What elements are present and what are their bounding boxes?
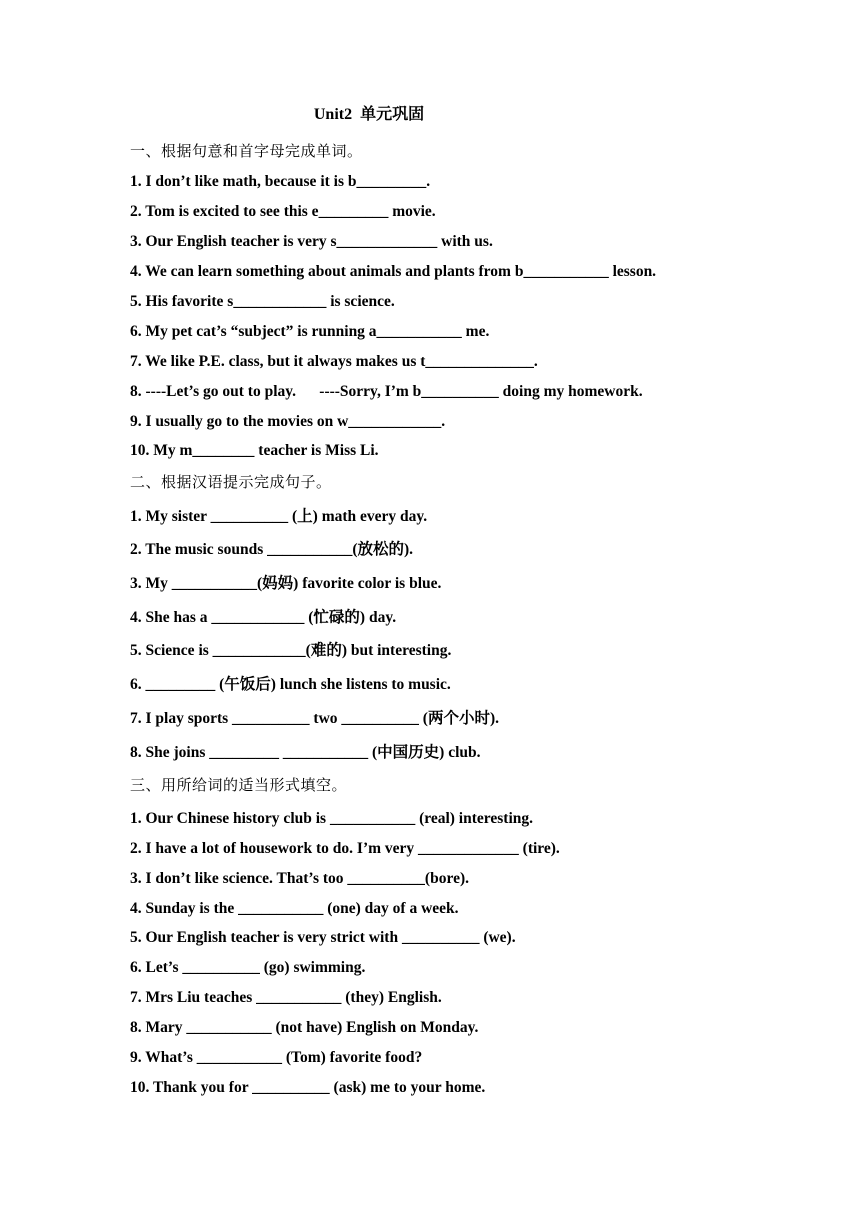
exercise-item: 4. She has a ____________ (忙碌的) day.	[130, 609, 397, 626]
exercise-item: 10. My m________ teacher is Miss Li.	[130, 442, 379, 459]
exercise-item: 9. What’s ___________ (Tom) favorite food?	[130, 1049, 423, 1066]
exercise-item: 5. His favorite s____________ is science.	[130, 293, 395, 310]
worksheet-title: Unit2 单元巩固	[313, 106, 425, 123]
exercise-item: 3. Our English teacher is very s_____________ with us.	[130, 233, 493, 250]
exercise-item: 4. We can learn something about animals and plants from b___________ lesson.	[130, 263, 657, 280]
exercise-item: 3. My ___________(妈妈) favorite color is blue.	[130, 575, 442, 592]
exercise-item: 5. Science is ____________(难的) but interesting.	[130, 642, 452, 659]
exercise-item: 7. I play sports __________ two __________ (两个小时).	[130, 710, 499, 727]
section-heading: 一、根据句意和首字母完成单词。	[130, 142, 363, 160]
exercise-item: 4. Sunday is the ___________ (one) day of a week.	[130, 900, 459, 917]
exercise-item: 7. Mrs Liu teaches ___________ (they) English.	[130, 989, 442, 1006]
exercise-item: 3. I don’t like science. That’s too __________(bore).	[130, 870, 469, 887]
exercise-item: 6. Let’s __________ (go) swimming.	[130, 959, 366, 976]
exercise-item: 5. Our English teacher is very strict with __________ (we).	[130, 929, 516, 946]
section-heading: 三、用所给词的适当形式填空。	[130, 776, 348, 794]
exercise-item: 2. The music sounds ___________(放松的).	[130, 541, 414, 558]
section-heading: 二、根据汉语提示完成句子。	[130, 473, 332, 491]
exercise-item: 6. My pet cat’s “subject” is running a___________ me.	[130, 323, 490, 340]
exercise-item: 2. Tom is excited to see this e_________ movie.	[130, 203, 436, 220]
exercise-item: 8. She joins _________ ___________ (中国历史) club.	[130, 744, 481, 761]
exercise-item: 1. My sister __________ (上) math every day.	[130, 508, 428, 525]
exercise-item: 8. Mary ___________ (not have) English on Monday.	[130, 1019, 479, 1036]
exercise-item: 9. I usually go to the movies on w____________.	[130, 413, 446, 430]
exercise-item: 2. I have a lot of housework to do. I’m very _____________ (tire).	[130, 840, 560, 857]
exercise-item: 1. I don’t like math, because it is b_________.	[130, 173, 431, 190]
exercise-item: 1. Our Chinese history club is ___________ (real) interesting.	[130, 810, 533, 827]
exercise-item: 7. We like P.E. class, but it always makes us t______________.	[130, 353, 538, 370]
exercise-item: 8. ----Let’s go out to play. ----Sorry, I’m b__________ doing my homework.	[130, 383, 643, 400]
exercise-item: 6. _________ (午饭后) lunch she listens to music.	[130, 676, 451, 693]
exercise-item: 10. Thank you for __________ (ask) me to your home.	[130, 1079, 486, 1096]
